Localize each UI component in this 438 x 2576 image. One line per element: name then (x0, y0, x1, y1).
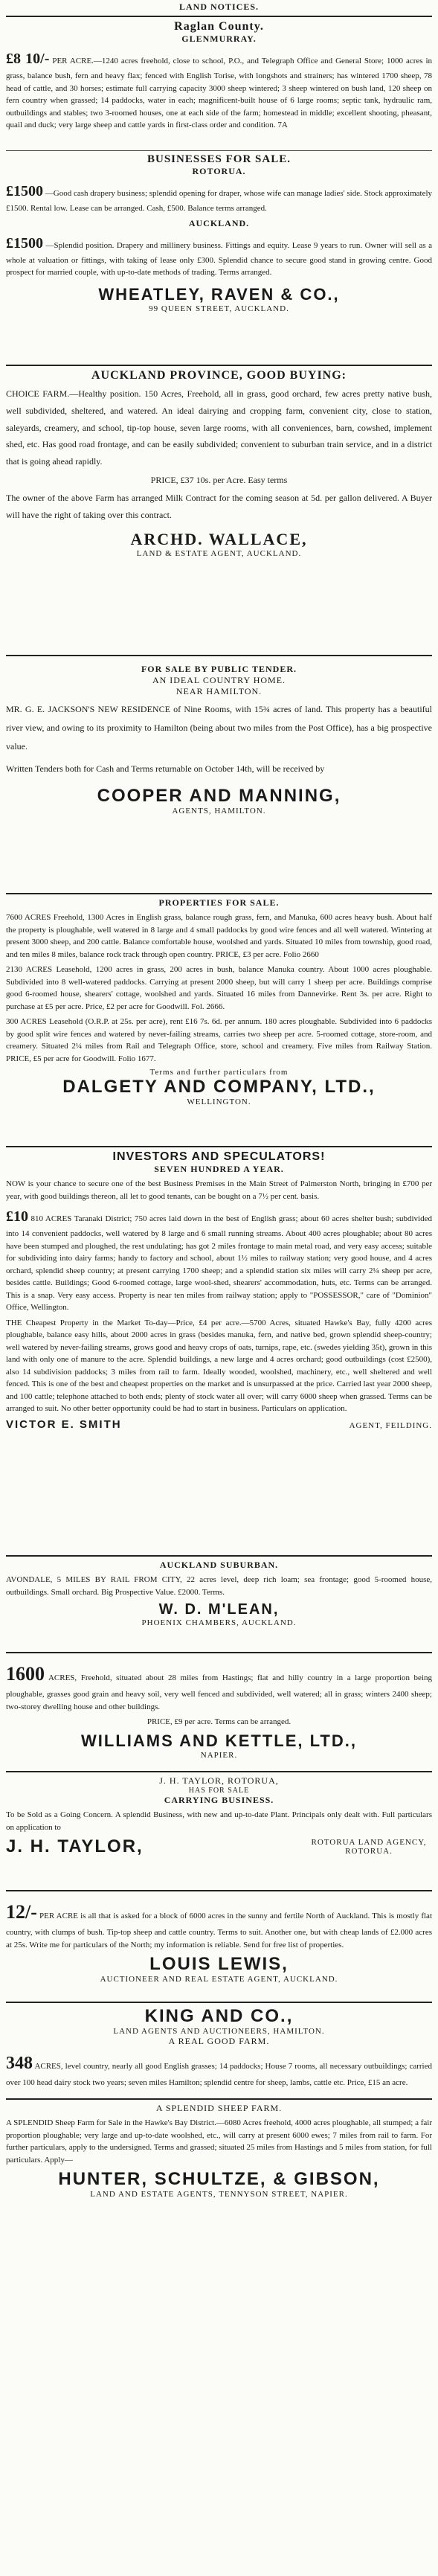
agent-name: W. D. M'LEAN, (158, 1601, 280, 1618)
properties-ad (6, 897, 432, 1143)
ad-price: PRICE, £9 per acre. Terms can be arranged. (146, 1717, 292, 1726)
ad-body: THE Cheapest Property in the Market To-day—Price, £4 per acre.—5700 Acres, situated Hawke's Bay, fully 4200 acres ploughable, balance easy hills, about 2000 acres in grass (besides manuka, fern, and native bed, grown splendid sheep-country; well watered by never-failing streams, grows good and heavy crops of oats, turnips, rape, etc. (swedes yielding 35t), grown in this land with only one of manure to the acre. Splendid buildings, a new large and 4 acres orchard; good outbuildings (cost £2500), also 14 subdivision paddocks; 3 miles from rail to farm. Ideally wooded, woolshed, machinery, etc., well sheltered and well fenced. This is one of the best and cheapest properties on the market and is unsurpassed at the price. Carried last year 2000 sheep, and 100 cattle; telephone attached to both ends; plenty of stock water all over; will carry 6000 sheep when grassed. Terms can be arranged to suit. No other better opportunity could be had to start in business. Particulars on application. (6, 1318, 432, 1413)
ad-text: —Good cash drapery business; splendid opening for draper, whose wife can manage ladies' side. Stock approximately £1500. Rental low. Lease can be arranged. Cash, £500. Balance terms arranged. (6, 189, 432, 213)
ad-subtitle: AUCKLAND. (188, 217, 250, 228)
agent-name: J. H. TAYLOR, (6, 1836, 144, 1856)
ad-text: ACRES, level country, nearly all good English grasses; 14 paddocks; House 7 rooms, all necessary outbuildings; carried over 100 head dairy stock two years; seven miles Hamilton; splendid centre for sheep, lambs, cattle etc. Price, £15 an acre. (6, 2062, 432, 2087)
ad-title: AUCKLAND SUBURBAN. (159, 1560, 279, 1570)
divider (6, 893, 432, 894)
agent-name: VICTOR E. SMITH (6, 1417, 122, 1431)
agent-name: DALGETY AND COMPANY, LTD., (62, 1077, 376, 1097)
agent-name: LOUIS LEWIS, (149, 1954, 289, 1974)
property-item: 2130 ACRES Leasehold, 1200 acres in grass, 200 acres in bush, balance Manuka country. About 1000 acres ploughable. Subdivided into 8 well-watered paddocks. Carrying at present 2000 sheep, but will carry 1 sheep per acre. Buildings comprise good 6-roomed house, shearers' cottage, woolshed and yards. Situated 16 miles from Dannevirke. Rent 3s. per acre. Right to purchase at £5 per acre. Price, £2 per acre for Goodwill. Fol. 2666. (6, 965, 432, 1011)
raglan-ad (6, 20, 432, 148)
divider (6, 655, 432, 656)
ad-text: —Splendid position. Drapery and millinery business. Fittings and equity. Lease 9 years to run. Owner will sell as a whole at valuation or fittings, with taking of lease only £300. Splendid chance to secure good stand in growing centre. Good prospect for married couple, with up-to-date methods of trading. Terms arranged. (6, 240, 432, 277)
ad-subtitle: SEVEN HUNDRED A YEAR. (154, 1164, 284, 1174)
agent-name: HUNTER, SCHULTZE, & GIBSON, (58, 2169, 380, 2189)
agent-name: WILLIAMS AND KETTLE, LTD., (81, 1731, 357, 1750)
terms-text: Terms and further particulars from (149, 1068, 289, 1077)
divider (6, 16, 432, 17)
ad-body (6, 48, 432, 132)
agent-address: WELLINGTON. (187, 1098, 251, 1106)
agent-address: 99 QUEEN STREET, AUCKLAND. (149, 304, 289, 313)
ad-body: CHOICE FARM.—Healthy position. 150 Acres, Freehold, all in grass, good orchard, few acres pretty native bush, well subdivided, sheltered, and watered. An ideal dairying and cropping farm, convenient city, close to station, saleyards, creamery, and school, tip-top house, seven large rooms, with all conveniences, barn, cowshed, implement shed, etc. Has good road frontage, and can be easily subdivided; convenient to suburban train service, and in a district that is going ahead rapidly. (6, 388, 432, 467)
agent-address: AUCTIONEER AND REAL ESTATE AGENT, AUCKLAND. (100, 1975, 338, 1984)
agent-name: ARCHD. WALLACE, (130, 529, 308, 548)
divider (6, 1771, 432, 1772)
property-item: 7600 ACRES Freehold, 1300 Acres in English grass, balance rough grass, fern, and Manuka, 600 acres heavy bush. About half the property is ploughable, well watered in 8 large and 4 small paddocks by good wire fences and all well watered. Wintering at present 3000 sheep, and 200 cattle. Balance comfortable house, woolshed and yards. Situated 10 miles from township, good road, and ten miles 8 miles, balance rock track through open country. PRICE, £3 per acre. Folio 2660 (6, 913, 432, 959)
ad-body (6, 180, 432, 215)
ad-title: FOR SALE BY PUBLIC TENDER. (141, 664, 297, 674)
price-lead: £10 (6, 1208, 28, 1225)
ad-title: J. H. TAYLOR, ROTORUA, (159, 1775, 279, 1786)
price-lead: 1600 (6, 1663, 45, 1685)
ad-body (6, 1897, 432, 1951)
agent-address: AGENTS, HAMILTON. (172, 806, 266, 816)
divider (6, 365, 432, 366)
price-lead: £8 10/- (6, 51, 50, 67)
napier-ad (6, 1656, 432, 1768)
tender-ad (6, 659, 432, 890)
investors-ad (6, 1150, 432, 1552)
ad-text: PER ACRE is all that is asked for a block of 6000 acres in the sunny and fertile North of Auckland. This is mostly flat country, with clumps of bush. Tip-top sheep and cattle country. Terms to suit. Another one, but with cheap lands of £2.000 acres at 25s. Write me for particulars of the North; my information is reliable. Send for free list of properties. (6, 1912, 432, 1949)
agent-address: AGENT, FEILDING. (349, 1420, 432, 1430)
agent-name: WHEATLEY, RAVEN & CO., (98, 284, 340, 304)
ad-title: Raglan County. (174, 20, 264, 33)
agent-line (6, 1836, 432, 1857)
businesses-ad (6, 153, 432, 362)
property-item: 300 ACRES Leasehold (O.R.P. at 25s. per acre), rent £16 7s. 6d. per annum. 180 acres ploughable. Subdivided into 6 paddocks by good split wire fences and watered by never-failing streams, carries two sheep per acre. 5-roomed cottage, store-room, and creamery. Situated 2¼ miles from Rail and Telegraph Office, store, school and creamery. Five miles from Railway Station. PRICE, £5 per acre for Goodwill. Folio 1677. (6, 1017, 432, 1063)
price-lead: £1500 (6, 234, 43, 251)
taylor-ad (6, 1775, 432, 1887)
divider (6, 1890, 432, 1891)
agent-address: NAPIER. (200, 1750, 238, 1760)
divider (6, 1146, 432, 1147)
price-lead: 348 (6, 2054, 33, 2073)
ad-body: To be Sold as a Going Concern. A splendid Business, with new and up-to-date Plant. Principals only dealt with. Full particulars on application to (6, 1810, 432, 1832)
ad-subtitle: NEAR HAMILTON. (175, 686, 263, 696)
ad-subtitle: A REAL GOOD FARM. (168, 2036, 270, 2046)
divider (6, 1555, 432, 1557)
ad-price: PRICE, £37 10s. per Acre. Easy terms (150, 474, 288, 485)
ad-text: 810 ACRES Taranaki District; 750 acres laid down in the best of English grass; about 60 acres shelter bush; subdivided into 14 convenient paddocks, well watered by 8 large and 6 small running streams. About 400 acres ploughable; about 80 acres have been stumped and ploughed, the rest undulating; has got 2 miles frontage to main metal road, and very easy access; suitable for subdividing into dairy farms; handy to factory and school, about 1½ miles to railway station; very good house, and 4 acres orchard, splendid sheep country; at present carrying 1700 sheep; and a splendid station six miles will carry 2¼ sheep per acre, besides cattle. Buildings; Good 6-roomed cottage, large wool-shed, shearers' accommodation, huts, etc. Terms can be arranged. This is a snap. Very easy access. Property is near ten miles from railway station; apply to "POSSESSOR," care of "Dominion" Office, Wellington. (6, 1214, 432, 1312)
ad-body: A SPLENDID Sheep Farm for Sale in the Hawke's Bay District.—6080 Acres freehold, 4000 acres ploughable, all stumped; a fair proportion ploughable; very large and up-to-date woolshed, etc., will carry at present 6000 ewes; 7 miles from rail to farm. For further particulars, apply to the undersigned. Terms and grassed; situated 25 miles from Hastings and 5 miles from station, for full particulars. Apply— (6, 2118, 432, 2165)
agent-address: LAND & ESTATE AGENT, AUCKLAND. (136, 548, 302, 558)
agent-name: KING AND CO., (144, 2006, 294, 2026)
ad-title: INVESTORS AND SPECULATORS! (112, 1150, 326, 1163)
ad-body: The owner of the above Farm has arranged Milk Contract for the coming season at 5d. per gallon delivered. A Buyer will have the right of taking over this contract. (6, 492, 432, 520)
ad-text: PER ACRE.—1240 acres freehold, close to school, P.O., and Telegraph Office and General Store; 1000 acres in grass, balance bush, fern and heavy flax; fenced with English Torise, with longshots and strainers; has wintered 1700 sheep, 78 head of cattle, and 30 horses; estimate full carrying capacity 3000 sheep wintered; 3 sheep wintered on bush land, 120 sheep on fern country when grassed; 14 paddocks, water in each; magnificent-built house of 6 large rooms; septic tank, hydraulic ram, outbuildings and stables; two 3-roomed houses, one at each side of the farm; homestead in middle; excellent shooting, pheasant, quail and duck; very large sheep and cattle yards in first-class order and condition. 7A (6, 57, 432, 129)
ad-body (6, 1659, 432, 1713)
divider (6, 1652, 432, 1653)
ad-title: A SPLENDID SHEEP FARM. (155, 2103, 283, 2113)
ad-title: PROPERTIES FOR SALE. (158, 897, 280, 908)
agent-address: PHOENIX CHAMBERS, AUCKLAND. (141, 1618, 297, 1627)
ad-body: MR. G. E. JACKSON'S NEW RESIDENCE of Nine Rooms, with 15¾ acres of land. This property has a beautiful river view, and owing to its proximity to Hamilton (being about two miles from the Post Office), has a big prospective value. (6, 704, 432, 752)
lewis-ad (6, 1894, 432, 1999)
ad-body: Written Tenders both for Cash and Terms returnable on October 14th, will be received by (6, 763, 325, 774)
ad-body (6, 1205, 432, 1314)
suburban-ad (6, 1560, 432, 1649)
ad-text: ACRES, Freehold, situated about 28 miles from Hastings; flat and hilly country in a large proportion being ploughable, grasses good grain and heavy soil, very well fenced and subdivided, well watered; all in grass; winters 2400 sheep; two-storey dwelling house and other buildings. (6, 1673, 432, 1711)
price-lead: £1500 (6, 183, 43, 199)
section-header: LAND NOTICES. (178, 1, 260, 12)
agent-address: LAND AND ESTATE AGENTS, TENNYSON STREET, NAPIER. (90, 2190, 348, 2199)
agent-address: LAND AGENTS AND AUCTIONEERS, HAMILTON. (113, 2027, 325, 2036)
ad-subtitle: AN IDEAL COUNTRY HOME. (152, 675, 286, 685)
divider (6, 150, 432, 151)
price-lead: 12/- (6, 1901, 37, 1923)
ad-body: AVONDALE, 5 MILES BY RAIL FROM CITY, 22 acres level, deep rich loam; sea frontage; good 5-roomed house, outbuildings. Small orchard. Big Prospective Value. £2000. Terms. (6, 1575, 432, 1597)
hunter-ad (6, 2103, 432, 2207)
agent-address: ROTORUA LAND AGENCY, ROTORUA. (311, 1838, 427, 1856)
agent-name: COOPER AND MANNING, (97, 785, 341, 806)
ad-title: AUCKLAND PROVINCE, GOOD BUYING: (91, 369, 347, 382)
ad-body (6, 232, 432, 279)
king-ad (6, 2006, 432, 2095)
ad-subtitle: HAS FOR SALE (188, 1787, 250, 1795)
ad-subtitle: CARRYING BUSINESS. (164, 1795, 274, 1805)
ad-body: NOW is your chance to secure one of the best Business Premises in the Main Street of Palmerston North, bringing in £700 per year, with good buildings thereon, all let to good tenants, can be bought on a 7½ per cent. basis. (6, 1179, 432, 1201)
ad-subtitle: GLENMURRAY. (181, 33, 257, 44)
agent-line (6, 1418, 432, 1431)
ad-body (6, 2050, 432, 2089)
auckland-province-ad (6, 369, 432, 652)
divider (6, 2098, 432, 2100)
ad-title: BUSINESSES FOR SALE. (147, 153, 291, 165)
ad-subtitle: ROTORUA. (192, 166, 246, 176)
divider (6, 2002, 432, 2003)
